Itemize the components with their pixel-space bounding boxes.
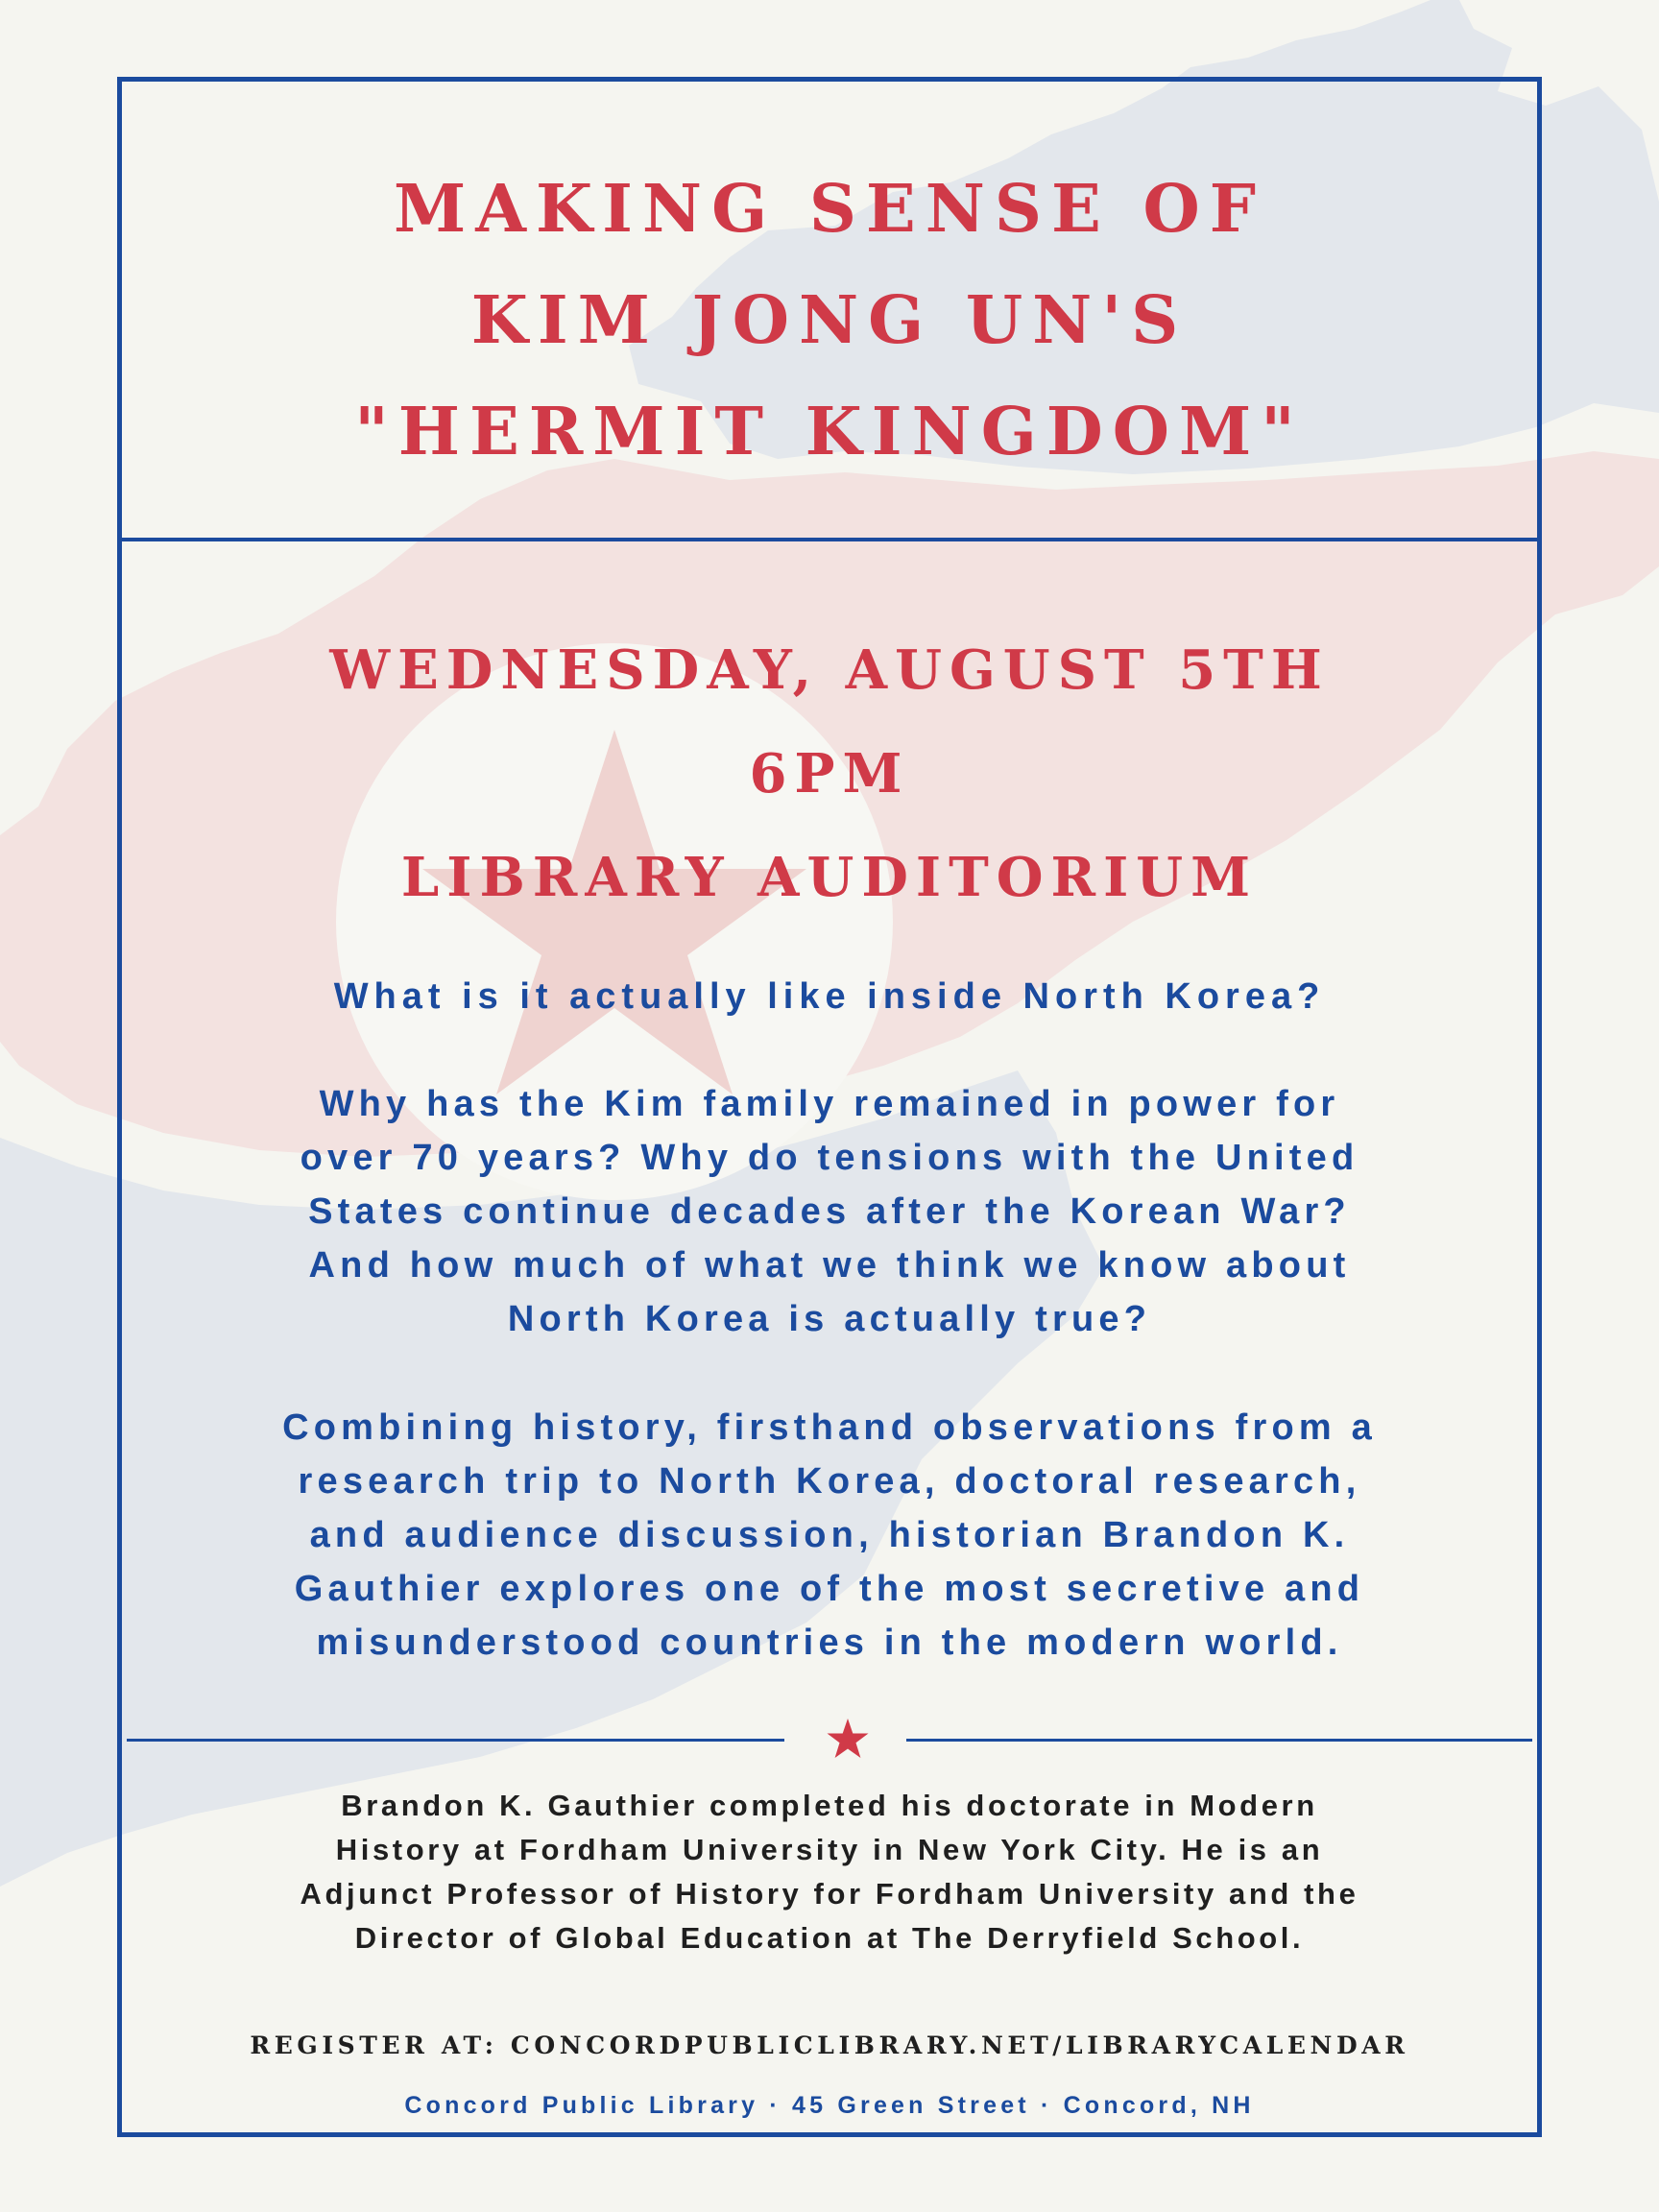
star-icon — [826, 1717, 870, 1761]
paragraph-line: over 70 years? Why do tensions with the United — [300, 1138, 1359, 1178]
description-paragraph-1 — [125, 1077, 1534, 1346]
event-title — [125, 154, 1534, 488]
event-time: 6PM — [749, 742, 910, 805]
paragraph-line: North Korea is actually true? — [507, 1299, 1152, 1339]
divider-line-left — [127, 1739, 784, 1742]
title-line: "HERMIT KINGDOM" — [354, 394, 1305, 470]
paragraph-line: Why has the Kim family remained in power for — [319, 1084, 1340, 1124]
speaker-bio — [125, 1784, 1534, 1960]
paragraph-line: States continue decades after the Korean War? — [308, 1191, 1351, 1232]
title-line: MAKING SENSE OF — [393, 171, 1266, 248]
paragraph-line: Combining history, firsthand observations from a — [282, 1407, 1377, 1448]
register-link[interactable]: REGISTER AT: CONCORDPUBLICLIBRARY.NET/LIBRARYCALENDAR — [250, 2032, 1409, 2059]
divider-line-right — [906, 1739, 1532, 1742]
paragraph-line: misunderstood countries in the modern world. — [316, 1623, 1343, 1663]
intro-question: What is it actually like inside North Korea? — [333, 976, 1326, 1017]
bio-line: Brandon K. Gauthier completed his doctorate in Modern — [341, 1789, 1318, 1822]
bio-line: Adjunct Professor of History for Fordham University and the — [300, 1877, 1359, 1911]
bio-line: History at Fordham University in New York City. He is an — [335, 1833, 1324, 1866]
paragraph-line: And how much of what we think we know about — [308, 1245, 1351, 1286]
event-date: WEDNESDAY, AUGUST 5TH — [329, 638, 1330, 702]
title-divider — [117, 538, 1542, 541]
paragraph-line: and audience discussion, historian Brandon K. — [309, 1515, 1350, 1555]
event-details — [125, 618, 1534, 929]
title-line: KIM JONG UN'S — [470, 282, 1189, 359]
paragraph-line: Gauthier explores one of the most secretive and — [294, 1569, 1365, 1609]
bio-line: Director of Global Education at The Derryfield School. — [354, 1921, 1305, 1955]
event-location: LIBRARY AUDITORIUM — [400, 846, 1259, 909]
paragraph-line: research trip to North Korea, doctoral research, — [298, 1461, 1361, 1502]
library-address: Concord Public Library · 45 Green Street · Concord, NH — [404, 2092, 1255, 2119]
description-paragraph-2 — [125, 1401, 1534, 1670]
